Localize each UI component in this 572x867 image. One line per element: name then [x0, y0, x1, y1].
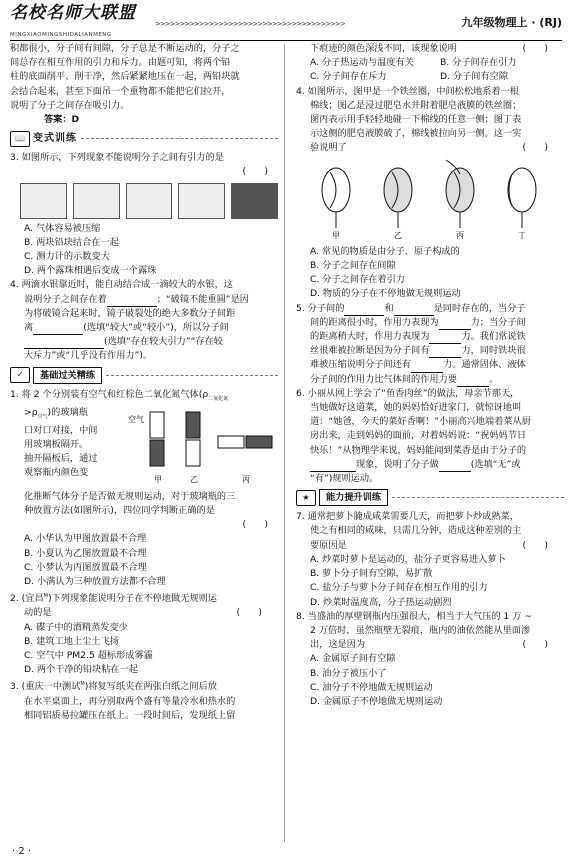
q3b-line: 3. (重庆一中测试$^M$)将复写纸夹在两张白纸之间后放 — [10, 681, 217, 693]
intro-line: 柱的底面削平、削干净，然后紧紧地压在一起，两铅块就 — [10, 71, 240, 83]
answer-blank[interactable] — [439, 460, 471, 472]
q1-figure-block — [10, 406, 278, 490]
section-header-advanced — [296, 489, 564, 506]
q5-line: 5. 分子间的 和 是同时存在的，当分子 — [296, 302, 564, 316]
option: C. 空气中 PM2.5 超标形成雾霾 — [24, 649, 153, 661]
q7-line: 使之有相同的咸味，只需几分钟，造成这种差别的主 — [310, 525, 522, 537]
q4r-line: 验说明了 ( ) — [310, 142, 548, 154]
q6-line: 现象，说明了分子做 (选填“无”或 — [296, 458, 564, 472]
q5-line: 难被压缩说明分子间还有 力。通常固体、液体 — [296, 358, 564, 372]
option: C. 油分子不停地做无规则运动 — [310, 681, 433, 693]
q5-line: 的距离稍大时，作用力表现为 力。我们常说铁 — [296, 330, 564, 344]
option: B. 油分子被压小了 — [310, 667, 387, 679]
label-ding: 丁 — [518, 230, 526, 240]
section-dots — [81, 138, 278, 139]
q3b-line: 相同铝质易拉罐压在纸上。一段时间后，发现纸上留 — [24, 709, 236, 721]
q4-line: 为将破镜合起来时，镜子破裂处的绝大多数分子间距 — [24, 307, 236, 319]
q6-line: 道：“她爸，今天的菜好香啊！”小丽高兴地端着菜从厨 — [310, 416, 531, 428]
q4-figure-soap-film — [296, 156, 564, 240]
q7-line: 7. 通常把萝卜腌成咸菜需要几天，而把萝卜炒成熟菜， — [296, 511, 519, 523]
q4-line: 大斥力”或“几乎没有作用力”)。 — [24, 350, 153, 362]
option: C. 小梦认为丙图放置最不合理 — [24, 561, 147, 573]
option: C. 分子之间存在着引力 — [310, 274, 405, 286]
option: A. 小华认为甲图放置最不合理 — [24, 533, 147, 545]
q7-line: 要原因是 ( ) — [310, 539, 548, 551]
option: B. 分子之间存在间隙 — [310, 260, 396, 272]
answer-blank[interactable] — [439, 318, 471, 330]
option-row — [296, 70, 564, 84]
label-air: 空气 — [128, 414, 144, 424]
q1-figure — [128, 408, 278, 490]
q3-paren: ( ) — [242, 166, 268, 178]
q1-line: 1. 将 2 个分别装有空气和红棕色二氧化氮气体($\rho_{二氧化氮}$ — [10, 388, 229, 402]
q1-paren: ( ) — [242, 519, 268, 531]
answer-blank[interactable] — [33, 323, 83, 335]
q6-line: 快乐！”从物理学来说，妈妈能闻到菜香是由于分子的 — [310, 444, 527, 456]
q8-line: 出，这是因为 ( ) — [310, 639, 548, 651]
q4r-line: 图丙表示用手轻轻地碰一下棉线的任意一侧；图丁表 — [310, 114, 522, 126]
subject-label: 九年级物理上 · (RJ) — [461, 16, 562, 29]
header-rule — [10, 40, 562, 41]
section-header-basic — [10, 367, 278, 384]
option-row — [296, 56, 564, 70]
option: A. 炒菜时萝卜是运动的，盐分子更容易进入萝卜 — [310, 553, 506, 565]
answer-blank[interactable] — [344, 304, 384, 316]
option: D. 两个露珠相遇后变成一个露珠 — [24, 265, 157, 277]
section-dots — [392, 497, 564, 498]
option: A. 气体容易被压缩 — [24, 222, 101, 234]
q6-line: “有”)规则运动。 — [310, 473, 379, 485]
option: B. 萝卜分子间有空隙，易扩散 — [310, 568, 433, 580]
q2-line: 动的是 ( ) — [24, 607, 262, 619]
right-column — [296, 42, 564, 709]
option: D. 两个干净的铅块粘在一起 — [24, 664, 138, 676]
q5-line: 分子间的作用力比气体间的作用力要 。 — [296, 373, 564, 387]
q4r-line: 棉线；图乙是浸过肥皂水并附着肥皂液膜的铁丝圈； — [310, 99, 522, 111]
intro-line: 说明了分子之间存在吸引力。 — [10, 99, 130, 111]
section-title: 能力提升训练 — [319, 489, 388, 506]
label-yi: 乙 — [190, 474, 198, 484]
option: D. 金属原子不停地做无规则运动 — [310, 695, 443, 707]
intro-line: 积都很小，分子间有间隙，分子总是不断运动的，分子之 — [10, 43, 240, 54]
header-chevrons: >>>>>>>>>>>>>>>>>>>>>>>>>>>>>>>>>>>>>>> — [155, 20, 345, 28]
q1-line: 化推断气体分子是否做无规则运动，对于玻璃瓶的三 — [24, 490, 236, 502]
q4r-line: 示这侧的肥皂液膜破了，棉线被拉向另一侧。这一实 — [310, 128, 522, 140]
q4-line: 4. 两滴水银靠近时，能自动结合成一滴较大的水银，这 — [10, 279, 233, 291]
star-icon: ★ — [296, 490, 316, 506]
answer-text: 答案：D — [44, 114, 80, 126]
answer-blank[interactable] — [24, 337, 104, 349]
answer-blank[interactable] — [429, 346, 461, 358]
answer-blank[interactable] — [394, 304, 434, 316]
q4r-line: 4. 如图所示，图甲是一个铁丝圈，中间松松地系着一根 — [296, 85, 519, 97]
check-icon: ✓ — [10, 367, 30, 383]
q5-line: 间的距离很小时，作用力表现为 力；当分子间 — [296, 316, 564, 330]
option: D. 小满认为三种放置方法都不合理 — [24, 575, 166, 587]
q5-line: 丝很难被拉断是因为分子间有 力，同时铁块很 — [296, 344, 564, 358]
q8-line: 8. 当盛油的厚壁钢瓶内压强很大，相当于大气压的 1 万 ~ — [296, 610, 533, 622]
left-column — [10, 42, 278, 723]
figure-spring-scale — [126, 183, 173, 219]
label-jia: 甲 — [332, 230, 340, 240]
section-title: 基础过关精练 — [33, 367, 102, 384]
q3b-line: 在水平桌面上，再分别取两个盛有等量冷水和热水的 — [24, 695, 236, 707]
answer-blank[interactable] — [107, 295, 157, 307]
q6-line: 房出来，走到妈妈的面前，对着妈妈说：“祝妈妈节日 — [310, 430, 527, 442]
option: B. 两块铅块结合在一起 — [24, 236, 119, 248]
column-divider — [284, 44, 285, 842]
option: A. 常见的物质是由分子、原子构成的 — [310, 245, 460, 257]
label-jia: 甲 — [154, 474, 162, 484]
q1-line: 种放置方法(如图所示)，四位同学判断正确的是 — [24, 504, 215, 516]
q3b-line: 下痕迹的颜色深浅不同，该现象说明 ( ) — [310, 43, 548, 54]
option: C. 测力计的示数变大 — [24, 251, 110, 263]
section-title: 变式训练 — [33, 132, 77, 144]
brand-pinyin: MINGXIAOMINGSHIDALIANMENG — [10, 32, 112, 38]
option: B. 分子间存在引力 — [440, 57, 517, 69]
q4-line: 离 (选填“较大”或“较小”)，所以分子间 — [10, 321, 278, 335]
q8-line: 2 万倍时，虽然瓶壁无裂痕，瓶内的油依然能从里面渗 — [310, 624, 531, 636]
option: C. 盐分子与萝卜分子间存在相互作用的引力 — [310, 582, 488, 594]
label-bing: 丙 — [456, 230, 464, 240]
figure-syringe — [20, 183, 67, 219]
q3-figures — [20, 183, 278, 219]
q4-line: (选填“存在较大引力”“存在较 — [10, 335, 278, 349]
option: A. 碟子中的酒精蒸发变少 — [24, 621, 128, 633]
option: D. 炒菜时温度高，分子热运动剧烈 — [310, 596, 452, 608]
option: C. 分子间存在斥力 — [310, 71, 387, 83]
q6-line: 6. 小丽从网上学会了“鱼香肉丝”的做法，母亲节那天， — [296, 387, 520, 399]
answer-blank[interactable] — [310, 460, 356, 472]
option: D. 分子间有空隙 — [440, 71, 509, 83]
brand-logo: 名校名师大联盟 — [10, 3, 136, 23]
page-number: · 2 · — [12, 846, 32, 857]
option: A. 分子热运动与温度有关 — [310, 57, 414, 69]
book-icon: 📖 — [10, 131, 30, 147]
section-dots — [106, 375, 278, 376]
intro-line: 间总存在相互作用的引力和斥力。由题可知，将两个铅 — [10, 57, 231, 69]
intro-line: 会结合起来，甚至下面吊一个重物都不能把它们拉开， — [10, 85, 231, 97]
q4-line: 说明分子之间存在着 ；“破镜不能重圆”是因 — [10, 293, 278, 307]
option: D. 物质的分子在不停地做无规则运动 — [310, 288, 461, 300]
q2-line: 2. (宜昌$^M$)下列现象能说明分子在不停地做无规则运 — [10, 593, 217, 605]
q1-text: $>\rho_{空气}$)的玻璃瓶 口对口对接，中间 用玻璃板隔开。 抽开隔板后，通过 观察瓶内颜色变 — [24, 406, 98, 479]
figure-lead-blocks — [73, 183, 120, 219]
answer-blank[interactable] — [457, 375, 489, 387]
q6-line: 当她做好这道菜，她的妈妈恰好进家门，就惊讶地叫 — [310, 402, 522, 414]
figure-dewdrops — [231, 183, 278, 219]
option: A. 金属原子间有空隙 — [310, 653, 396, 665]
label-bing: 丙 — [242, 474, 250, 484]
option: B. 小夏认为乙图放置最不合理 — [24, 547, 147, 559]
option: B. 建筑工地上尘土飞扬 — [24, 635, 119, 647]
q3-stem: 3. 如图所示，下列现象不能说明分子之间有引力的是 — [10, 152, 224, 164]
label-yi: 乙 — [394, 230, 402, 240]
answer-blank[interactable] — [429, 332, 461, 344]
figure-water-plate — [178, 183, 225, 219]
answer-blank[interactable] — [411, 361, 443, 373]
section-header-variant — [10, 130, 278, 147]
page-header — [10, 3, 562, 40]
